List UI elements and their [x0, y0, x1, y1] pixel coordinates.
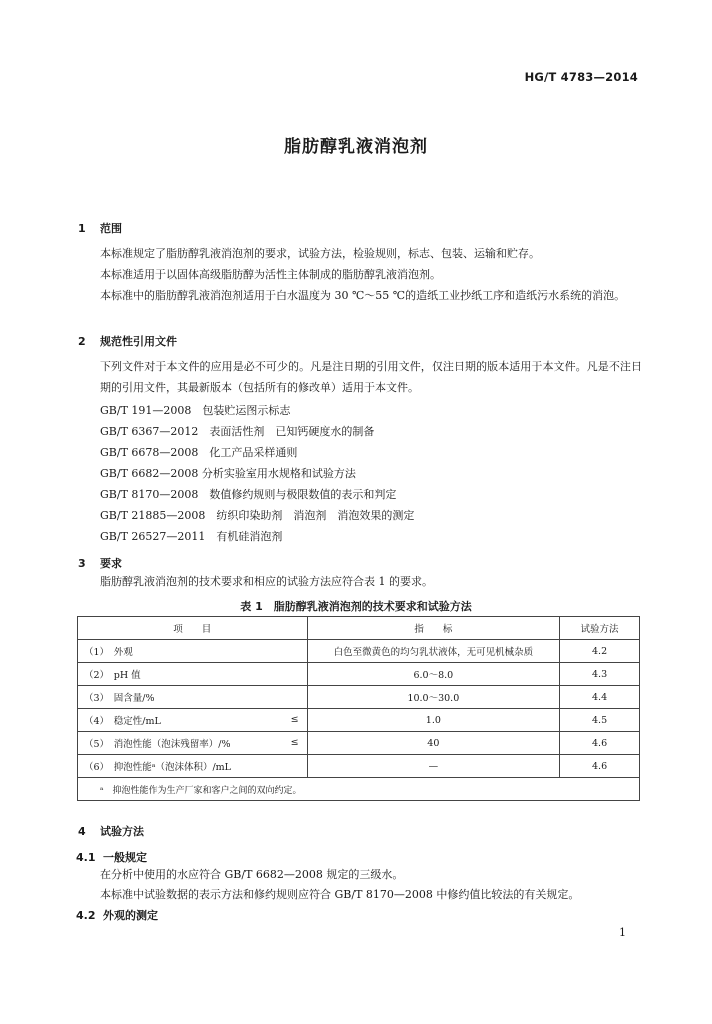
subsection-title: 一般规定 — [103, 851, 147, 864]
section-title: 试验方法 — [100, 825, 144, 838]
subsection-number: 4.1 — [76, 851, 96, 864]
section-number: 4 — [78, 825, 86, 838]
item-label: （2） pH 值 — [84, 670, 141, 681]
section-number: 1 — [78, 222, 86, 235]
item-cell — [78, 663, 308, 686]
reference-item: GB/T 191—2008 包装贮运图示标志 — [100, 404, 291, 417]
subsection-number: 4.2 — [76, 909, 96, 922]
section-title: 范围 — [100, 222, 122, 235]
section-1-heading — [78, 220, 122, 236]
paragraph: 脂肪醇乳液消泡剂的技术要求和相应的试验方法应符合表 1 的要求。 — [100, 575, 433, 588]
section-number: 3 — [78, 557, 86, 570]
value-cell: 6.0～8.0 — [307, 663, 560, 686]
value-cell: 10.0～30.0 — [307, 686, 560, 709]
header-cell: 项 目 — [78, 617, 308, 640]
table-row — [78, 755, 640, 778]
value-cell: — — [307, 755, 560, 778]
paragraph: 在分析中使用的水应符合 GB/T 6682—2008 规定的三级水。 — [100, 868, 404, 881]
method-cell: 4.5 — [560, 709, 640, 732]
standard-code: HG/T 4783—2014 — [524, 70, 638, 84]
header-cell: 指 标 — [307, 617, 560, 640]
value-cell: 白色至微黄色的均匀乳状液体，无可见机械杂质 — [307, 640, 560, 663]
item-label: （3） 固含量/% — [84, 693, 155, 704]
section-1-body — [78, 243, 642, 306]
table-row — [78, 640, 640, 663]
header-cell: 试验方法 — [560, 617, 640, 640]
method-cell: 4.4 — [560, 686, 640, 709]
item-label: （4） 稳定性/mL — [84, 716, 161, 727]
table-row — [78, 686, 640, 709]
method-cell: 4.6 — [560, 732, 640, 755]
method-cell: 4.3 — [560, 663, 640, 686]
section-4-heading — [78, 823, 144, 839]
item-label: （1） 外观 — [84, 647, 133, 658]
item-label: （6） 抑泡性能ᵃ（泡沫体积）/mL — [84, 762, 231, 773]
paragraph: 下列文件对于本文件的应用是必不可少的。凡是注日期的引用文件，仅注日期的版本适用于本文件。凡是不注日期的引用文件，其最新版本（包括所有的修改单）适用于本文件。 — [100, 360, 642, 394]
subsection-title: 外观的测定 — [103, 909, 158, 922]
section-2-intro — [78, 356, 642, 398]
method-cell: 4.2 — [560, 640, 640, 663]
table-header-row — [78, 617, 640, 640]
table-title: 表 1 脂肪醇乳液消泡剂的技术要求和试验方法 — [240, 600, 472, 613]
item-cell — [78, 732, 308, 755]
table-row — [78, 732, 640, 755]
section-2-heading — [78, 333, 177, 349]
method-cell: 4.6 — [560, 755, 640, 778]
subsection-4-2-heading — [76, 907, 158, 923]
le-symbol: ≤ — [290, 737, 299, 748]
document-title: 脂肪醇乳液消泡剂 — [284, 137, 428, 157]
value-cell: 1.0 — [307, 709, 560, 732]
item-cell — [78, 686, 308, 709]
section-number: 2 — [78, 335, 86, 348]
subsection-4-1-heading — [76, 849, 147, 865]
section-title: 要求 — [100, 557, 122, 570]
table-row — [78, 709, 640, 732]
spec-table — [77, 616, 640, 801]
item-cell — [78, 755, 308, 778]
item-cell — [78, 640, 308, 663]
section-3-heading — [78, 555, 122, 571]
reference-item: GB/T 6678—2008 化工产品采样通则 — [100, 446, 298, 459]
reference-item: GB/T 21885—2008 纺织印染助剂 消泡剂 消泡效果的测定 — [100, 509, 415, 522]
value-cell: 40 — [307, 732, 560, 755]
page-number: 1 — [619, 926, 626, 939]
paragraph: 本标准中试验数据的表示方法和修约规则应符合 GB/T 8170—2008 中修约值比较法的有关规定。 — [100, 888, 580, 901]
table-row — [78, 663, 640, 686]
paragraph: 本标准适用于以固体高级脂肪醇为活性主体制成的脂肪醇乳液消泡剂。 — [100, 268, 441, 281]
paragraph: 本标准中的脂肪醇乳液消泡剂适用于白水温度为 30 ℃～55 ℃的造纸工业抄纸工序和造纸污水系统的消泡。 — [100, 289, 626, 302]
table-footnote-row — [78, 778, 640, 801]
section-title: 规范性引用文件 — [100, 335, 177, 348]
item-cell — [78, 709, 308, 732]
paragraph: 本标准规定了脂肪醇乳液消泡剂的要求，试验方法，检验规则，标志、包装、运输和贮存。 — [100, 247, 540, 260]
reference-item: GB/T 6367—2012 表面活性剂 已知钙硬度水的制备 — [100, 425, 375, 438]
le-symbol: ≤ — [290, 714, 299, 725]
table-footnote: ᵃ 抑泡性能作为生产厂家和客户之间的双向约定。 — [78, 778, 640, 801]
reference-item: GB/T 26527—2011 有机硅消泡剂 — [100, 530, 283, 543]
item-label: （5） 消泡性能（泡沫残留率）/% — [84, 739, 231, 750]
reference-item: GB/T 6682—2008 分析实验室用水规格和试验方法 — [100, 467, 356, 480]
reference-item: GB/T 8170—2008 数值修约规则与极限数值的表示和判定 — [100, 488, 397, 501]
